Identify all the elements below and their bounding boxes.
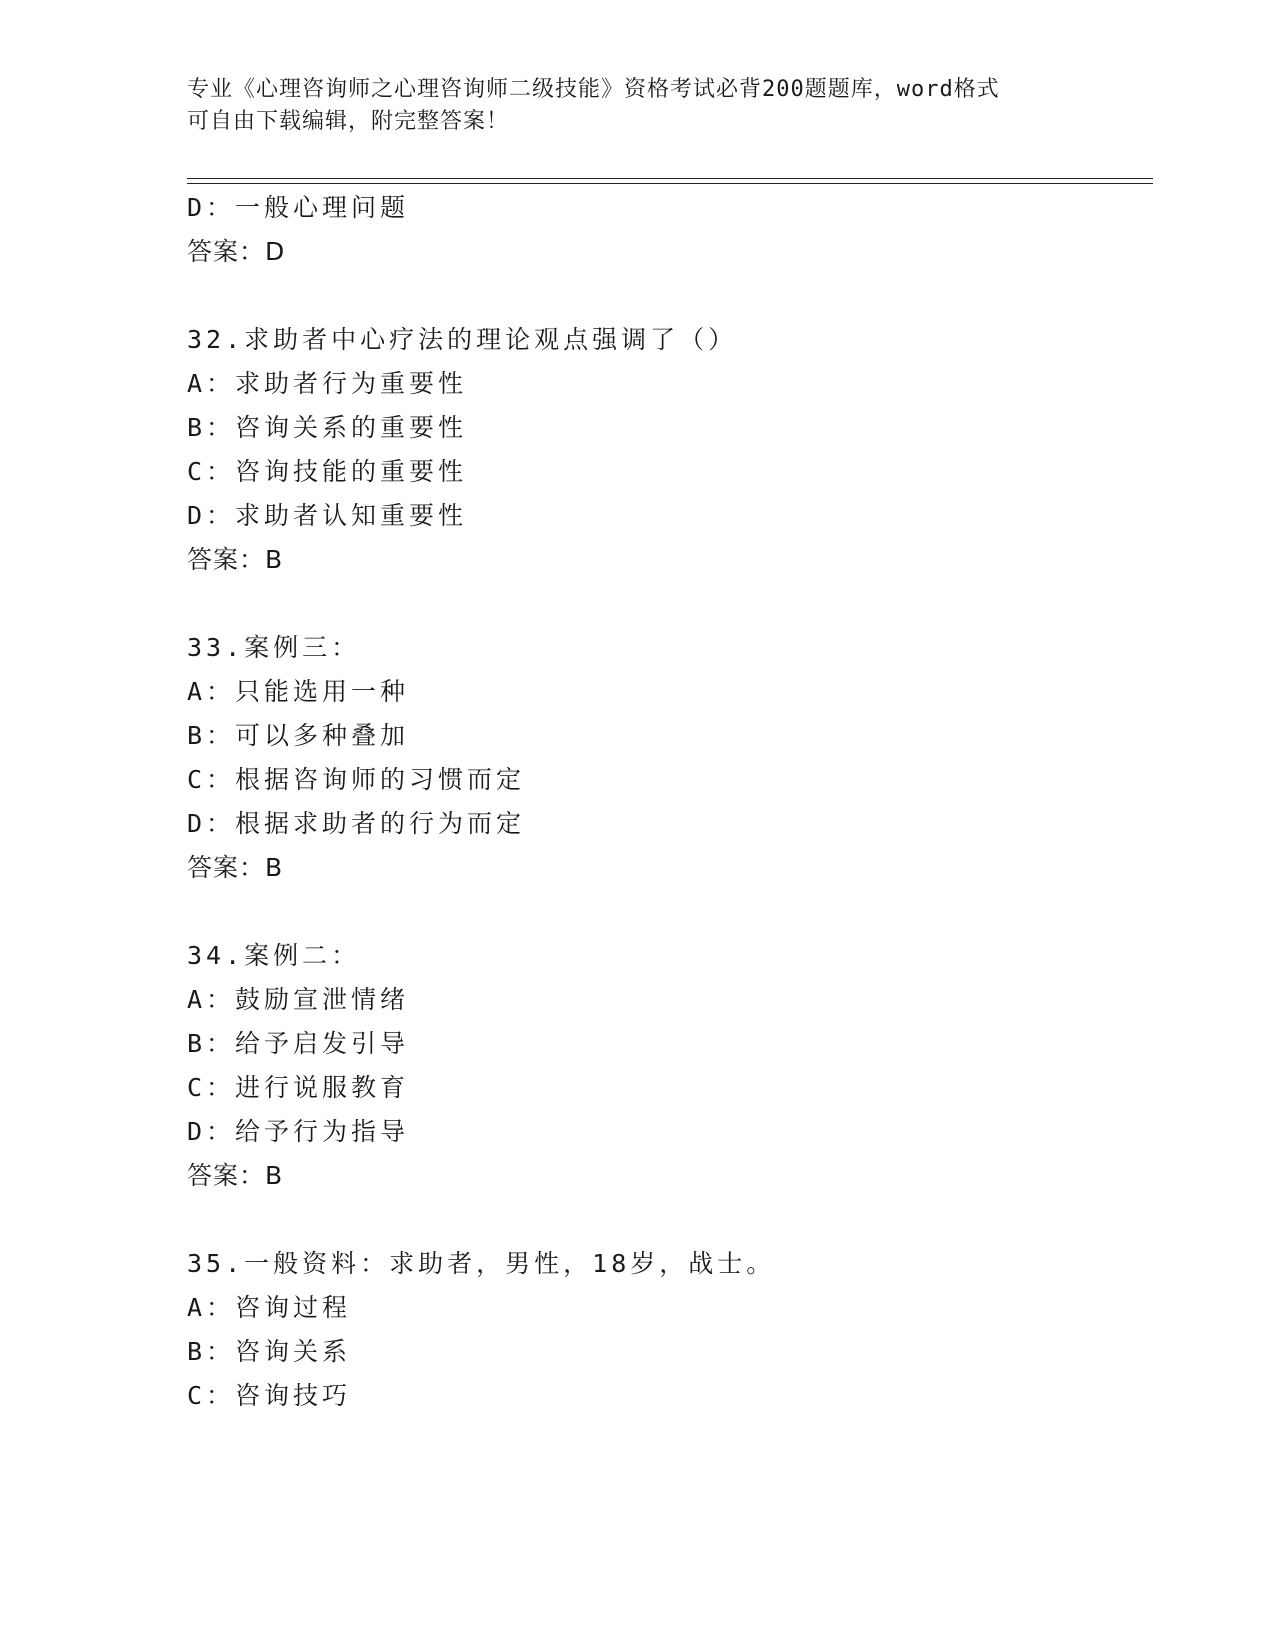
option-b: B：咨询关系的重要性 [187,413,468,442]
option-b: B：可以多种叠加 [187,721,410,750]
prev-option-d: D：一般心理问题 [187,193,410,222]
option-a: A：只能选用一种 [187,677,410,706]
prev-answer: 答案：D [187,237,286,266]
option-b: B：给予启发引导 [187,1029,410,1058]
option-d: D：求助者认知重要性 [187,501,468,530]
option-d: D：给予行为指导 [187,1117,410,1146]
option-a: A：鼓励宣泄情绪 [187,985,410,1014]
question-stem: 35.一般资料：求助者，男性，18岁，战士。 [187,1249,776,1278]
header-line-2: 可自由下载编辑，附完整答案！ [187,109,510,134]
option-c: C：进行说服教育 [187,1073,410,1102]
header-rule-bottom [187,183,1153,184]
option-c: C：根据咨询师的习惯而定 [187,765,526,794]
question-stem: 33.案例三： [187,633,361,662]
question-stem: 34.案例二： [187,941,361,970]
answer: 答案：B [187,853,284,882]
option-b: B：咨询关系 [187,1337,352,1366]
option-a: A：咨询过程 [187,1293,352,1322]
option-d: D：根据求助者的行为而定 [187,809,526,838]
answer: 答案：B [187,545,284,574]
header-line-1: 专业《心理咨询师之心理咨询师二级技能》资格考试必背200题题库，word格式 [187,77,1000,102]
option-c: C：咨询技巧 [187,1381,352,1410]
question-stem: 32.求助者中心疗法的理论观点强调了（） [187,325,738,354]
option-a: A：求助者行为重要性 [187,369,468,398]
document-header [187,74,1087,138]
option-c: C：咨询技能的重要性 [187,457,468,486]
header-rule-top [187,178,1153,179]
answer: 答案：B [187,1161,284,1190]
